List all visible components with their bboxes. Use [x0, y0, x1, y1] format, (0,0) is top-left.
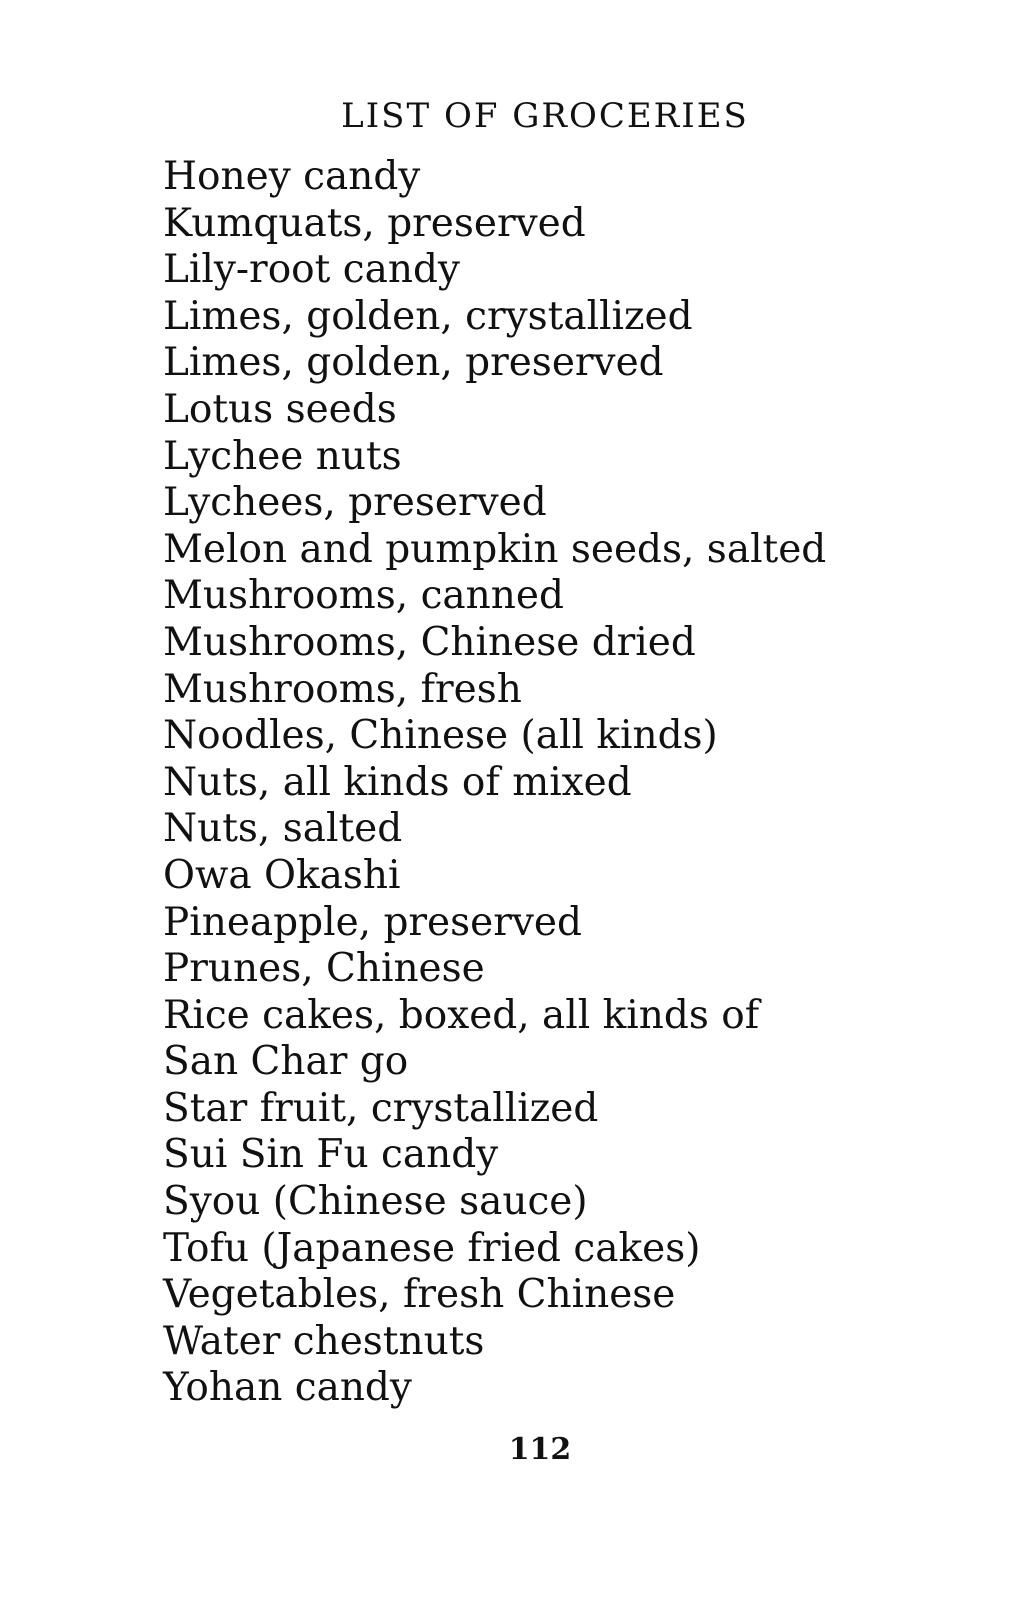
list-item: Mushrooms, Chinese dried — [163, 619, 696, 665]
list-item: Lotus seeds — [163, 386, 397, 432]
grocery-list — [163, 154, 826, 1412]
list-item: Vegetables, fresh Chinese — [163, 1272, 676, 1318]
list-item: Yohan candy — [163, 1365, 412, 1411]
list-item: Prunes, Chinese — [163, 946, 485, 992]
list-item: Kumquats, preserved — [163, 200, 586, 246]
list-item: Mushrooms, fresh — [163, 666, 522, 712]
list-item: Limes, golden, preserved — [163, 340, 664, 386]
list-item: Lily-root candy — [163, 247, 460, 293]
list-item: Sui Sin Fu candy — [163, 1132, 499, 1178]
page-number: 112 — [508, 1432, 572, 1467]
list-item: Nuts, salted — [163, 806, 403, 852]
page-title: LIST OF GROCERIES — [341, 96, 749, 136]
list-item: Tofu (Japanese fried cakes) — [163, 1225, 701, 1271]
list-item: Owa Okashi — [163, 852, 401, 898]
list-item: Limes, golden, crystallized — [163, 293, 693, 339]
list-item: Lychees, preserved — [163, 480, 547, 526]
list-item: Water chestnuts — [163, 1318, 485, 1364]
list-item: Nuts, all kinds of mixed — [163, 759, 632, 805]
list-item: Honey candy — [163, 154, 421, 199]
list-item: Noodles, Chinese (all kinds) — [163, 713, 718, 759]
list-item: Star fruit, crystallized — [163, 1085, 599, 1131]
list-item: Melon and pumpkin seeds, salted — [163, 526, 827, 572]
list-item: Syou (Chinese sauce) — [163, 1179, 588, 1225]
list-item: San Char go — [163, 1039, 409, 1085]
list-item: Pineapple, preserved — [163, 899, 582, 945]
list-item: Rice cakes, boxed, all kinds of — [163, 992, 760, 1038]
list-item: Mushrooms, canned — [163, 573, 564, 619]
list-item: Lychee nuts — [163, 433, 402, 479]
